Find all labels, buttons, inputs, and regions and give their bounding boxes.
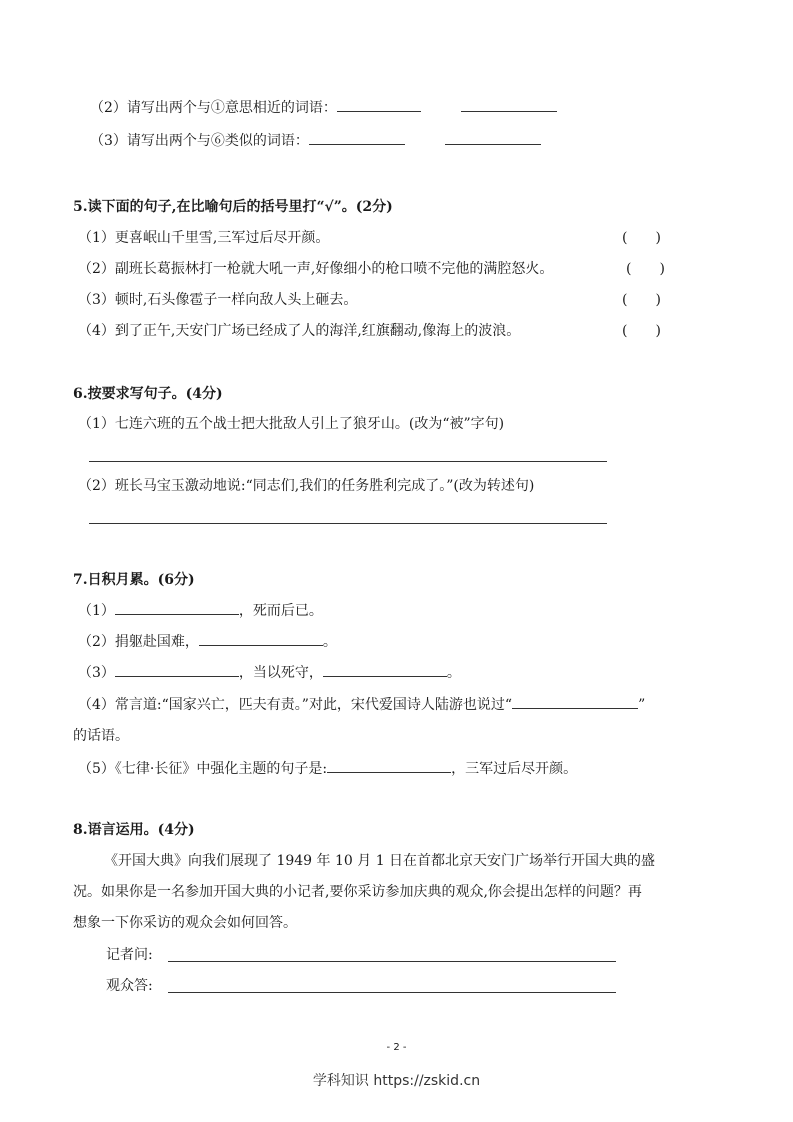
q5-title: 5.读下面的句子,在比喻句后的括号里打“√”。(2分) (73, 199, 393, 215)
q8-paragraph-line-2: 况。如果你是一名参加开国大典的小记者,要你采访参加庆典的观众,你会提出怎样的问题？再 (73, 884, 642, 900)
q6-item-2: （2）班长马宝玉激动地说:“同志们,我们的任务胜利完成了。”(改为转述句) (78, 478, 535, 494)
q6-answer-line-1[interactable] (89, 461, 607, 462)
q8-audience-label: 观众答: (106, 978, 153, 994)
q4-item-3-text: （3）请写出两个与⑥类似的词语： (90, 133, 309, 149)
q6-item-1: （1）七连六班的五个战士把大批敌人引上了狼牙山。(改为“被”字句) (78, 416, 505, 432)
q7-item-5-before: （5）《七律·长征》中强化主题的句子是: (78, 761, 328, 777)
q7-item-4 (78, 694, 645, 715)
q8-title: 8.语言运用。(4分) (73, 822, 195, 838)
answer-blank[interactable] (115, 662, 239, 677)
q7-item-5 (78, 758, 577, 779)
answer-blank[interactable] (512, 694, 638, 709)
answer-blank[interactable] (337, 97, 421, 112)
page-number: - 2 - (386, 1042, 407, 1053)
q6-answer-line-2[interactable] (89, 523, 607, 524)
site-watermark: 学科知识 https://zskid.cn (312, 1073, 481, 1089)
q4-item-2 (90, 97, 557, 118)
q4-item-2-text: （2）请写出两个与①意思相近的词语： (90, 100, 337, 116)
q5-item-1: （1）更喜岷山千里雪,三军过后尽开颜。 (78, 230, 330, 246)
answer-blank[interactable] (115, 600, 239, 615)
q5-answer-paren-1[interactable]: ( ) (622, 230, 661, 246)
q7-item-4-continued: 的话语。 (73, 728, 129, 744)
q7-item-3-mid: ，当以死守， (238, 665, 323, 681)
q7-item-3-num: （3） (78, 665, 115, 681)
q8-reporter-answer-line[interactable] (168, 961, 616, 962)
q7-item-1-num: （1） (78, 603, 115, 619)
q7-item-4-after: ” (638, 697, 646, 713)
answer-blank[interactable] (199, 631, 323, 646)
q5-item-3: （3）顿时,石头像雹子一样向敌人头上砸去。 (78, 292, 358, 308)
q5-item-2: （2）副班长葛振林打一枪就大吼一声,好像细小的枪口喷不完他的满腔怒火。 (78, 261, 554, 277)
q7-item-2-before: （2）捐躯赴国难， (78, 634, 199, 650)
q5-answer-paren-3[interactable]: ( ) (622, 292, 661, 308)
q8-audience-answer-line[interactable] (168, 992, 616, 993)
q7-item-4-before: （4）常言道:“国家兴亡，匹夫有责。”对此，宋代爱国诗人陆游也说过“ (78, 697, 513, 713)
q7-item-2 (78, 631, 337, 652)
q8-paragraph-line-3: 想象一下你采访的观众会如何回答。 (73, 915, 297, 931)
q7-item-1 (78, 600, 323, 621)
q5-answer-paren-4[interactable]: ( ) (622, 323, 661, 339)
answer-blank[interactable] (327, 758, 451, 773)
answer-blank[interactable] (445, 130, 541, 145)
q7-title: 7.日积月累。(6分) (73, 572, 195, 588)
q7-item-5-after: ，三军过后尽开颜。 (451, 761, 578, 777)
answer-blank[interactable] (309, 130, 405, 145)
q7-item-3-after: 。 (446, 665, 461, 681)
q7-item-2-after: 。 (322, 634, 337, 650)
q5-item-4: （4）到了正午,天安门广场已经成了人的海洋,红旗翻动,像海上的波浪。 (78, 323, 521, 339)
q8-reporter-label: 记者问: (106, 947, 153, 963)
answer-blank[interactable] (323, 662, 447, 677)
q7-item-3 (78, 662, 461, 683)
q5-answer-paren-2[interactable]: ( ) (626, 261, 665, 277)
q4-item-3 (90, 130, 541, 151)
answer-blank[interactable] (461, 97, 557, 112)
q8-paragraph-line-1: 《开国大典》向我们展现了 1949 年 10 月 1 日在首都北京天安门广场举行开国大典的盛 (104, 853, 656, 869)
q6-title: 6.按要求写句子。(4分) (73, 386, 223, 402)
q7-item-1-after: ，死而后已。 (238, 603, 323, 619)
